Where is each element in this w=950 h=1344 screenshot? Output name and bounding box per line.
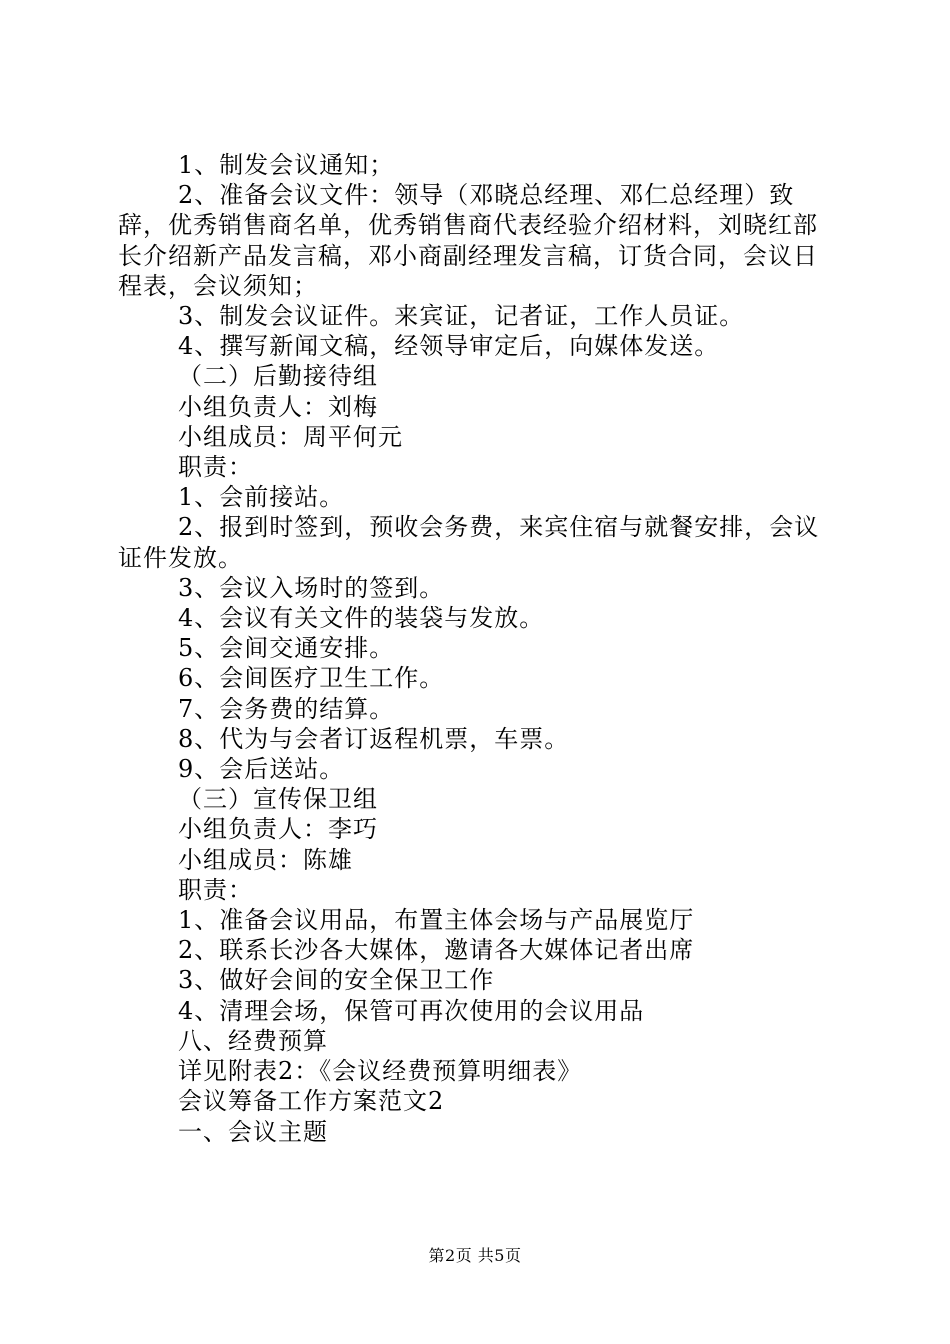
- paragraph: 2、准备会议文件：领导（邓晓总经理、邓仁总经理）致辞，优秀销售商名单，优秀销售商代表经验介绍材料，刘晓红部长介绍新产品发言稿，邓小商副经理发言稿，订货合同，会议日程表，会议须知；: [118, 181, 818, 300]
- paragraph: 4、清理会场，保管可再次使用的会议用品: [178, 996, 645, 1025]
- document-body: [118, 150, 834, 1147]
- page-footer: 第2页 共5页: [428, 1246, 522, 1265]
- paragraph: 1、准备会议用品，布置主体会场与产品展览厅: [178, 906, 695, 935]
- section-heading: （二）后勤接待组: [178, 362, 378, 391]
- paragraph: 7、会务费的结算。: [178, 694, 395, 723]
- paragraph: 2、报到时签到，预收会务费，来宾住宿与就餐安排，会议证件发放。: [118, 513, 820, 572]
- section-heading: （三）宣传保卫组: [178, 785, 378, 814]
- paragraph: 8、代为与会者订返程机票，车票。: [178, 724, 570, 753]
- paragraph: 详见附表2：《会议经费预算明细表》: [178, 1057, 583, 1086]
- section-heading: 八、经费预算: [178, 1026, 328, 1055]
- paragraph: 职责：: [178, 453, 253, 482]
- paragraph: 1、制发会议通知；: [178, 151, 395, 179]
- section-heading: 一、会议主题: [178, 1117, 328, 1146]
- document-title: 会议筹备工作方案范文2: [178, 1087, 445, 1116]
- paragraph: 2、联系长沙各大媒体，邀请各大媒体记者出席: [178, 936, 695, 965]
- paragraph: 3、做好会间的安全保卫工作: [178, 966, 495, 995]
- paragraph: 6、会间医疗卫生工作。: [178, 664, 445, 693]
- paragraph: 3、制发会议证件。来宾证，记者证，工作人员证。: [178, 302, 745, 331]
- paragraph: 1、会前接站。: [178, 483, 345, 512]
- paragraph: 职责：: [178, 875, 253, 904]
- paragraph: 9、会后送站。: [178, 755, 345, 784]
- paragraph: 小组成员：陈雄: [178, 845, 353, 874]
- paragraph: 小组负责人：刘梅: [178, 392, 378, 421]
- paragraph: 3、会议入场时的签到。: [178, 573, 445, 602]
- paragraph: 4、撰写新闻文稿，经领导审定后，向媒体发送。: [178, 332, 720, 361]
- paragraph: 4、会议有关文件的装袋与发放。: [178, 604, 545, 633]
- paragraph: 5、会间交通安排。: [178, 634, 395, 663]
- paragraph: 小组负责人：李巧: [178, 815, 378, 844]
- paragraph: 小组成员：周平何元: [178, 422, 403, 451]
